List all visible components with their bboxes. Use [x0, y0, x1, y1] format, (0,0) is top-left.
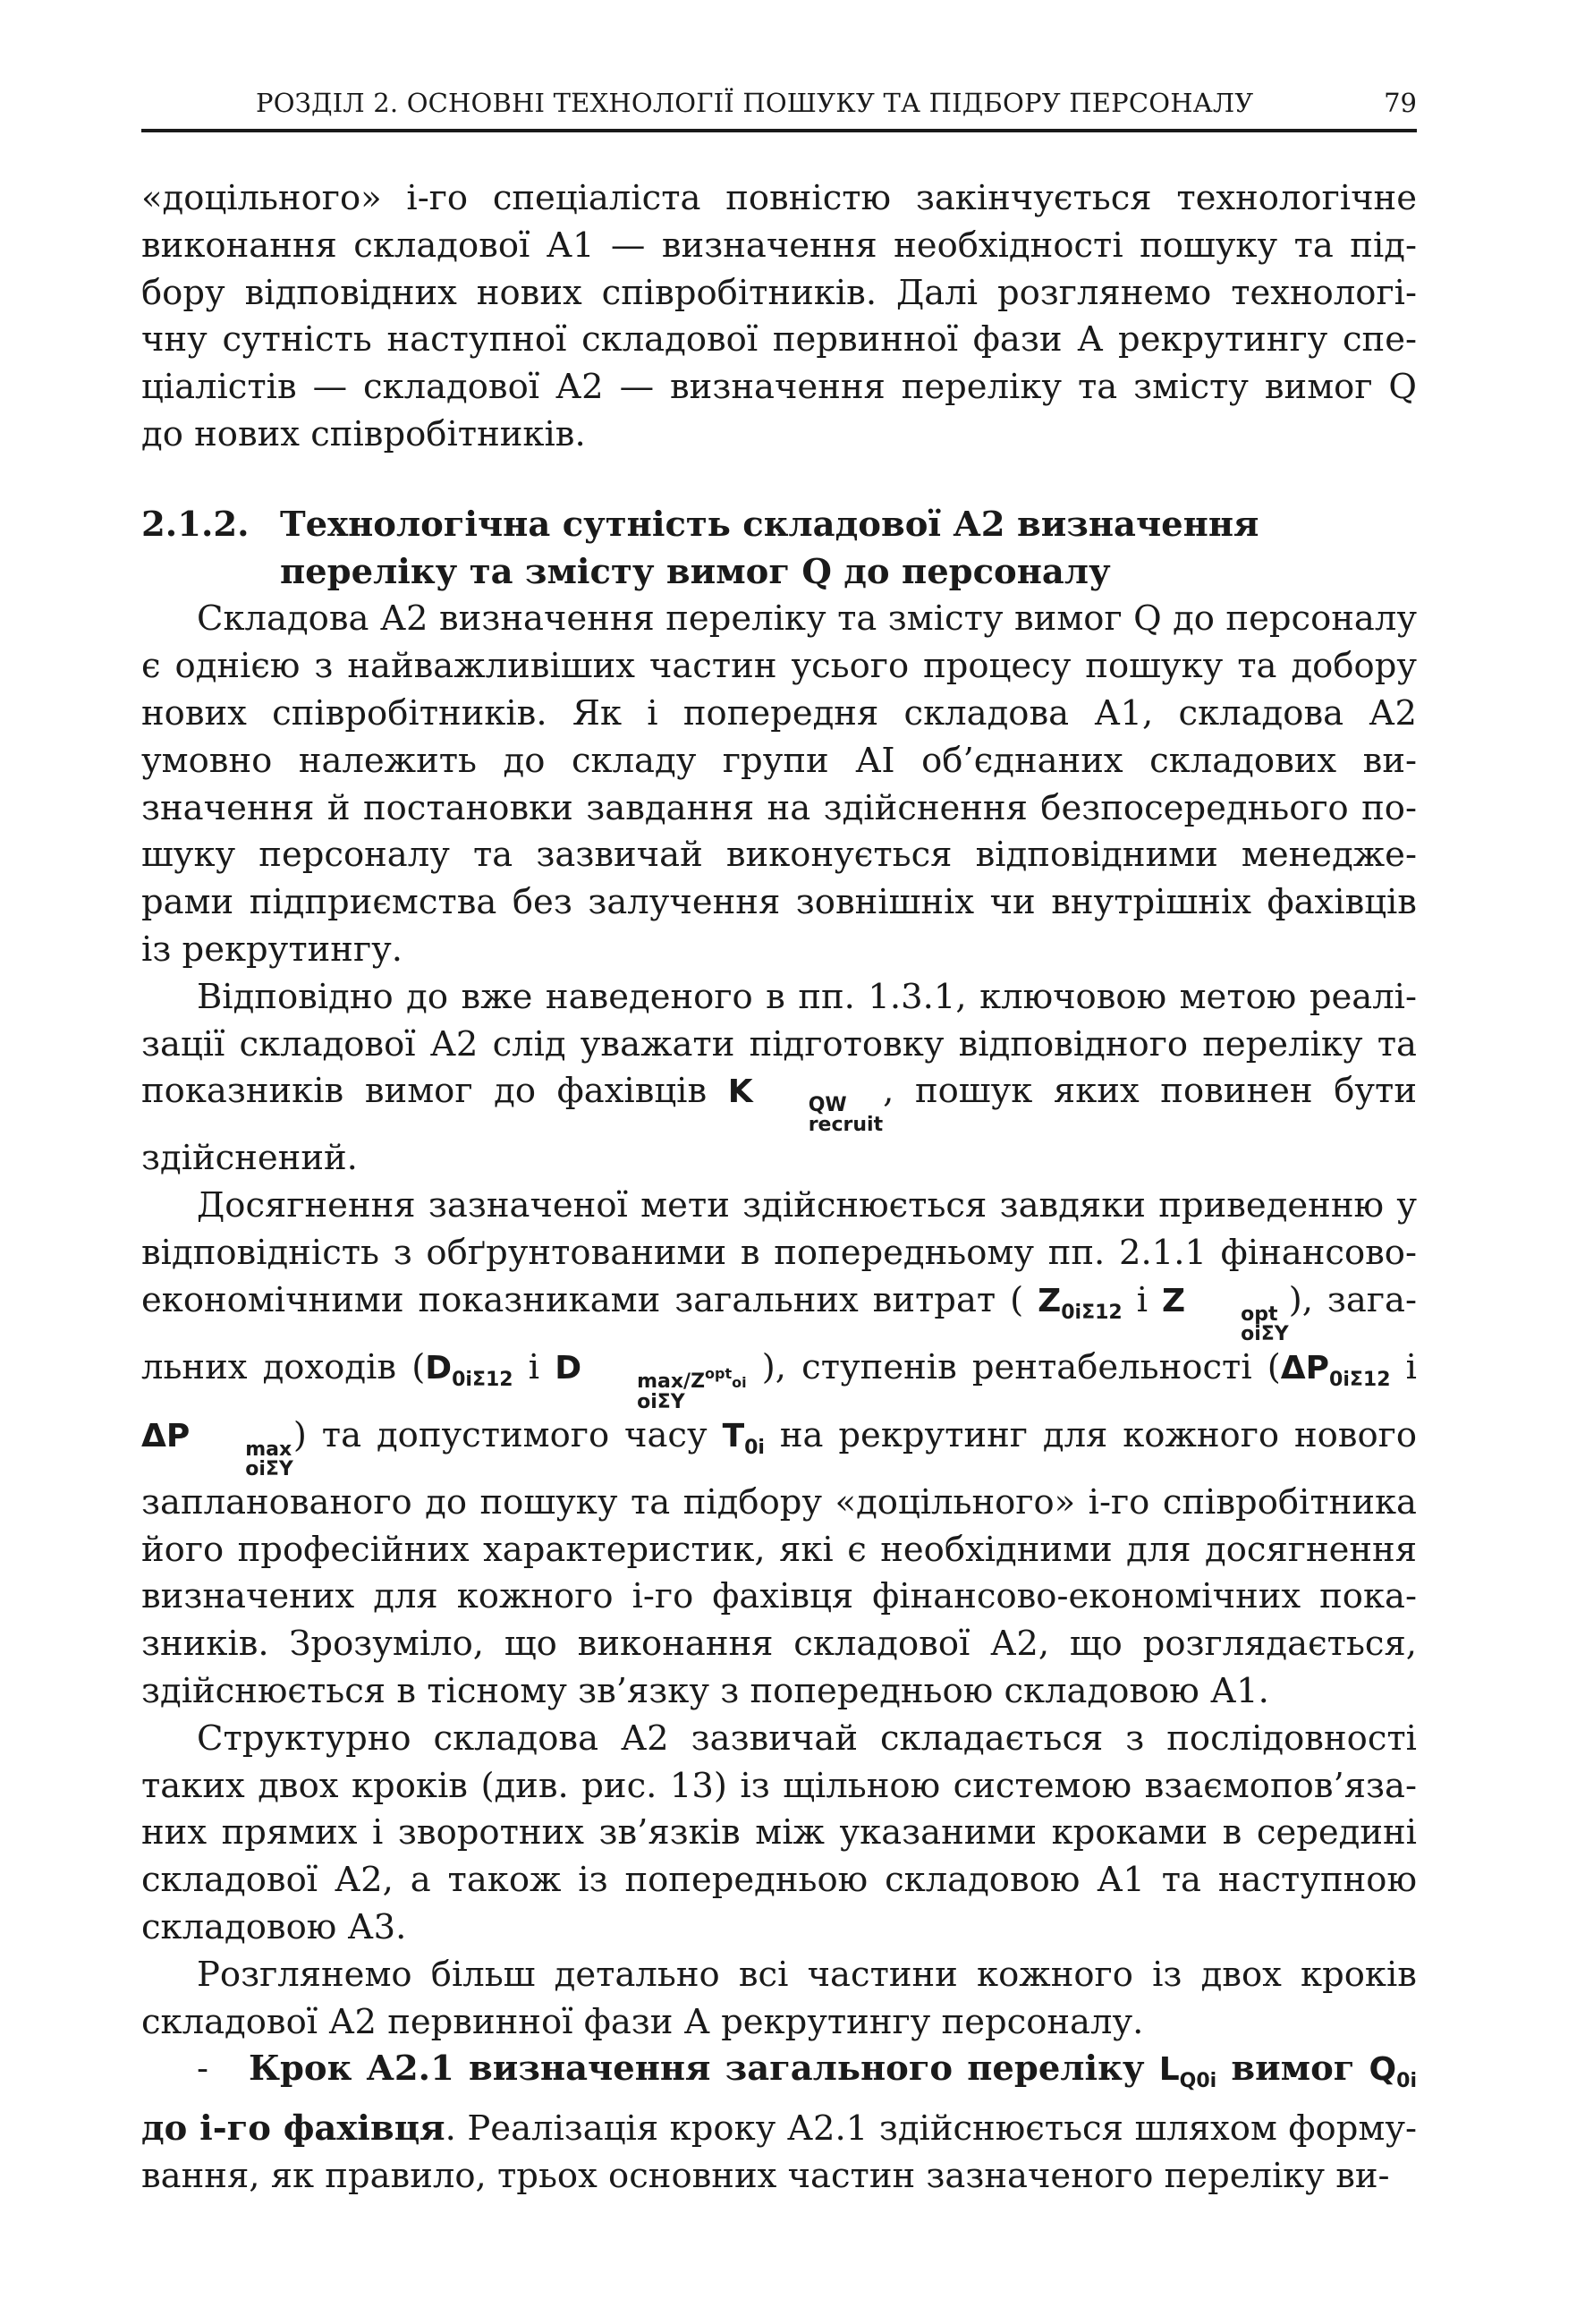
formula-l-q0i: $L_{Q0i}$ — [1158, 2051, 1217, 2093]
paragraph-4: Досягнення зазначеної мети здійснюється завдяки приведенню у відповідність з обґрунтованими в попередньому пп. 2.1.1 фінансовоекономічними показниками загальних витрат ( $Z_{0i\Sigma 12}$ і Z opt oiΣY ), загальних доходів ($D_{0i\Sigma 12}$ і D $\max/Z^{opt}oi$ oiΣY ), ступенів рентабельності ($\Delta P_{0i\Sigma 12}$ і ΔP max oiΣY ) та допустимого часу $T_{0i}$ на рекрутинг для кожного нового запланованого до пошуку та підбору «доцільного» і-го співробітника його професійних характеристик, які є необхідними для досягнення визначених для кожного і-го фахівця фінансово-економічних показників. Зрозуміло, що виконання складової А2, що розглядається, здійснюється в тісному зв’язку з попередньою складовою А1. — [141, 1185, 1418, 1711]
running-title: РОЗДІЛ 2. ОСНОВНІ ТЕХНОЛОГІЇ ПОШУКУ ТА ПІДБОРУ ПЕРСОНАЛУ — [256, 88, 1254, 118]
paragraph-6: Розглянемо більш детально всі частини кожного із двох кроків складової А2 первинної фази А рекрутингу персоналу. — [141, 1954, 1417, 2042]
running-header — [141, 86, 1417, 132]
page-number: 79 — [1384, 88, 1417, 118]
formula-t-0i: $T_{0i}$ — [722, 1417, 765, 1459]
formula-dp-0i-sum12: $\Delta P_{0i\Sigma 12}$ — [1280, 1349, 1391, 1391]
formula-z-0i-sum12: $Z_{0i\Sigma 12}$ — [1038, 1282, 1123, 1324]
body-text — [141, 175, 1417, 2201]
section-title: Технологічна сутність складової А2 визначення переліку та змісту вимог Q до персоналу — [280, 504, 1259, 592]
paragraph-1: «доцільного» і-го спеціаліста повністю закінчується технологічне виконання складової А1 — визначення необхідності пошуку та підбору відповідних нових співробітників. Далі розглянемо технологічну сутність наступної складової первинної фази А рекрутингу спеціалістів — складової А2 — визначення переліку та змісту вимог Q до нових співробітників. — [141, 178, 1417, 454]
formula-k-recruit: K QW recruit — [727, 1073, 884, 1137]
paragraph-2: Складова А2 визначення переліку та змісту вимог Q до персоналу є однією з найважливіших частин усього процесу пошуку та добору нових співробітників. Як і попередня складова А1, складова А2 умовно належить до складу групи АІ об’єднаних складових визначення й постановки завдання на здійснення безпосереднього пошуку персоналу та зазвичай виконується відповідними менеджерами підприємства без залучення зовнішніх чи внутрішніх фахівців із рекрутингу. — [141, 598, 1417, 970]
paragraph-5: Структурно складова А2 зазвичай складається з послідовності таких двох кроків (див. рис. 13) із щільною системою взаємопов’язаних прямих і зворотних зв’язків між указаними кроками в середині складової А2, а також із попередньою складовою А1 та наступною складовою А3. — [141, 1718, 1417, 1947]
paragraph-3-text-a: Відповідно до вже наведеного в пп. 1.3.1, ключовою метою реалізації складової А2 слід уважати підготовку відповідного переліку та показників вимог до фахівців — [141, 976, 1417, 1112]
formula-d-max: D $\max/Z^{opt}oi$ oiΣY — [555, 1349, 747, 1413]
section-heading — [141, 502, 1417, 597]
formula-q-0i: $Q_{0i}$ — [1369, 2051, 1418, 2093]
paragraph-7: - Крок А2.1 визначення загального переліку $L_{Q0i}$ вимог $Q_{0i}$ до і-го фахівця. Реалізація кроку А2.1 здійснюється шляхом формування, як правило, трьох основних частин зазначеного переліку ви- — [141, 2048, 1418, 2196]
formula-dp-max: ΔP max oiΣY — [141, 1417, 293, 1480]
formula-d-0i-sum12: $D_{0i\Sigma 12}$ — [425, 1349, 513, 1391]
step-a2-1-heading: Крок А2.1 визначення загального переліку $L_{Q0i}$ вимог $Q_{0i}$ до і-го фахівця — [141, 2048, 1418, 2150]
section-number: 2.1.2. — [141, 504, 250, 545]
formula-z-opt: Z opt oiΣY — [1161, 1282, 1289, 1345]
paragraph-3 — [141, 974, 1417, 1183]
paragraph-3-text-b: , пошук яких повинен бути здійснений. — [141, 1071, 1417, 1179]
